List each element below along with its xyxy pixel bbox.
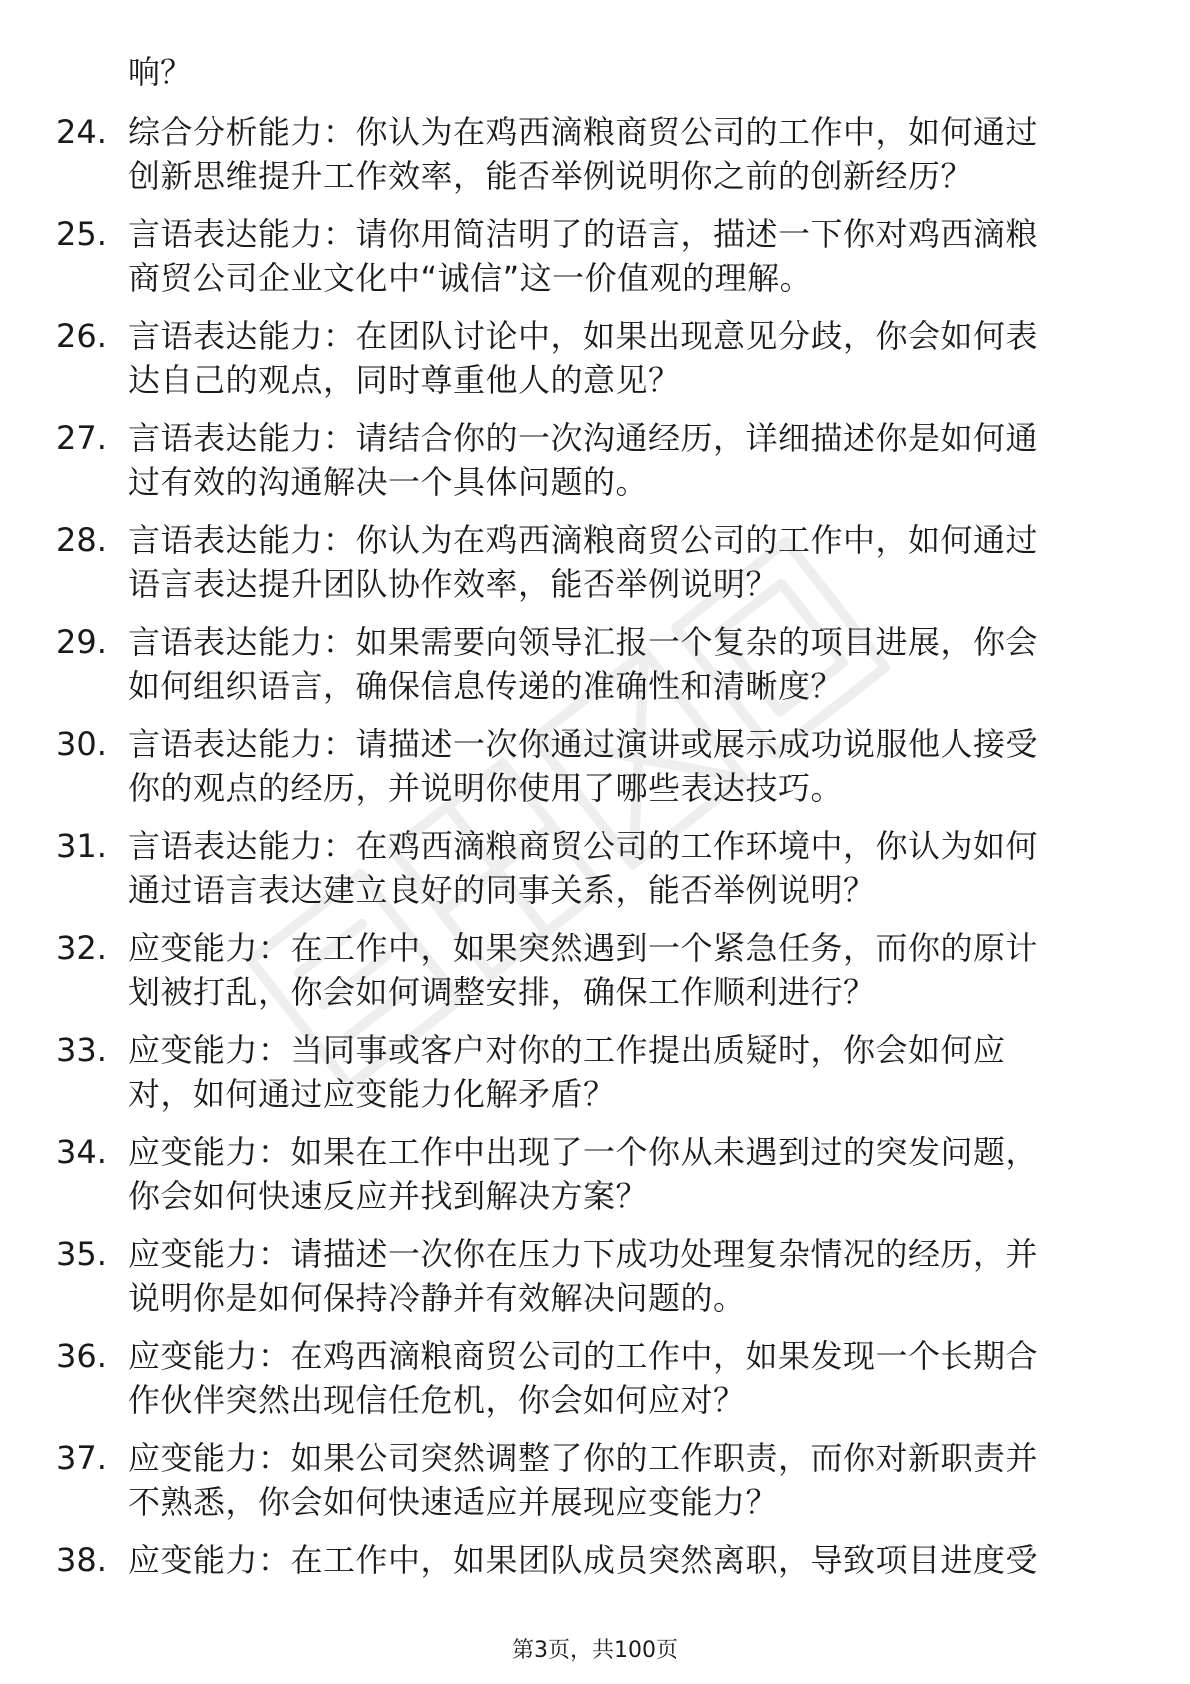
question-list xyxy=(0,110,1190,1640)
question-text-line: 语言表达提升团队协作效率，能否举例说明？ xyxy=(128,565,779,603)
question-text-line: 应变能力：在工作中，如果团队成员突然离职，导致项目进度受 xyxy=(128,1541,1039,1579)
question-item xyxy=(0,926,1190,1014)
question-text xyxy=(128,314,1128,402)
question-number: 30. xyxy=(56,725,107,763)
question-number: 35. xyxy=(56,1235,107,1273)
question-number: 29. xyxy=(56,623,107,661)
question-number: 32. xyxy=(56,929,107,967)
question-number: 38. xyxy=(56,1541,107,1579)
question-text xyxy=(128,1538,1128,1582)
question-item xyxy=(0,722,1190,810)
question-item xyxy=(0,212,1190,300)
question-text-line: 作伙伴突然出现信任危机，你会如何应对？ xyxy=(128,1381,746,1419)
question-text xyxy=(128,1232,1128,1320)
question-text-line: 言语表达能力：在团队讨论中，如果出现意见分歧，你会如何表 xyxy=(128,317,1039,355)
question-text-line: 对，如何通过应变能力化解矛盾？ xyxy=(128,1075,616,1113)
page-footer: 第3页，共100页 xyxy=(512,1638,678,1663)
question-item xyxy=(0,1232,1190,1320)
question-text-line: 言语表达能力：请描述一次你通过演讲或展示成功说服他人接受 xyxy=(128,725,1039,763)
question-text-line: 应变能力：如果在工作中出现了一个你从未遇到过的突发问题， xyxy=(128,1133,1039,1171)
question-text-line: 过有效的沟通解决一个具体问题的。 xyxy=(128,463,649,501)
question-text-line: 言语表达能力：请结合你的一次沟通经历，详细描述你是如何通 xyxy=(128,419,1039,457)
question-number: 26. xyxy=(56,317,107,355)
question-item xyxy=(0,1028,1190,1116)
question-text xyxy=(128,722,1128,810)
question-item xyxy=(0,1130,1190,1218)
question-text-line: 应变能力：在工作中，如果突然遇到一个紧急任务，而你的原计 xyxy=(128,929,1039,967)
question-text-line: 言语表达能力：你认为在鸡西滴粮商贸公司的工作中，如何通过 xyxy=(128,521,1039,559)
question-text-line: 说明你是如何保持冷静并有效解决问题的。 xyxy=(128,1279,746,1317)
question-text-line: 应变能力：如果公司突然调整了你的工作职责，而你对新职责并 xyxy=(128,1439,1039,1477)
continued-question-tail: 响？ xyxy=(128,53,193,91)
question-number: 31. xyxy=(56,827,107,865)
question-text xyxy=(128,1130,1128,1218)
question-text xyxy=(128,824,1128,912)
question-item xyxy=(0,416,1190,504)
question-number: 34. xyxy=(56,1133,107,1171)
question-text-line: 你会如何快速反应并找到解决方案？ xyxy=(128,1177,649,1215)
question-number: 37. xyxy=(56,1439,107,1477)
question-number: 24. xyxy=(56,113,107,151)
question-text-line: 不熟悉，你会如何快速适应并展现应变能力？ xyxy=(128,1483,779,1521)
question-text xyxy=(128,416,1128,504)
question-number: 36. xyxy=(56,1337,107,1375)
question-text xyxy=(128,620,1128,708)
question-text-line: 创新思维提升工作效率，能否举例说明你之前的创新经历？ xyxy=(128,157,974,195)
question-text-line: 划被打乱，你会如何调整安排，确保工作顺利进行？ xyxy=(128,973,876,1011)
question-number: 33. xyxy=(56,1031,107,1069)
question-item xyxy=(0,518,1190,606)
question-item xyxy=(0,1334,1190,1422)
question-text xyxy=(128,1334,1128,1422)
question-number: 27. xyxy=(56,419,107,457)
question-text xyxy=(128,1028,1128,1116)
question-text-line: 如何组织语言，确保信息传递的准确性和清晰度？ xyxy=(128,667,844,705)
question-text-line: 应变能力：在鸡西滴粮商贸公司的工作中，如果发现一个长期合 xyxy=(128,1337,1039,1375)
question-item xyxy=(0,314,1190,402)
question-text xyxy=(128,212,1128,300)
question-text-line: 你的观点的经历，并说明你使用了哪些表达技巧。 xyxy=(128,769,844,807)
question-text xyxy=(128,110,1128,198)
question-item xyxy=(0,620,1190,708)
question-text-line: 言语表达能力：如果需要向领导汇报一个复杂的项目进展，你会 xyxy=(128,623,1039,661)
question-text xyxy=(128,1436,1128,1524)
question-text-line: 言语表达能力：请你用简洁明了的语言，描述一下你对鸡西滴粮 xyxy=(128,215,1039,253)
question-number: 25. xyxy=(56,215,107,253)
question-text xyxy=(128,926,1128,1014)
question-item xyxy=(0,110,1190,198)
question-item xyxy=(0,1538,1190,1626)
question-item xyxy=(0,824,1190,912)
question-text-line: 综合分析能力：你认为在鸡西滴粮商贸公司的工作中，如何通过 xyxy=(128,113,1039,151)
question-text-line: 商贸公司企业文化中“诚信”这一价值观的理解。 xyxy=(128,259,813,297)
question-text-line: 言语表达能力：在鸡西滴粮商贸公司的工作环境中，你认为如何 xyxy=(128,827,1039,865)
question-text xyxy=(128,518,1128,606)
question-text-line: 应变能力：请描述一次你在压力下成功处理复杂情况的经历，并 xyxy=(128,1235,1039,1273)
question-text-line: 达自己的观点，同时尊重他人的意见？ xyxy=(128,361,681,399)
question-number: 28. xyxy=(56,521,107,559)
question-text-line: 通过语言表达建立良好的同事关系，能否举例说明？ xyxy=(128,871,876,909)
question-text-line: 应变能力：当同事或客户对你的工作提出质疑时，你会如何应 xyxy=(128,1031,1006,1069)
question-item xyxy=(0,1436,1190,1524)
